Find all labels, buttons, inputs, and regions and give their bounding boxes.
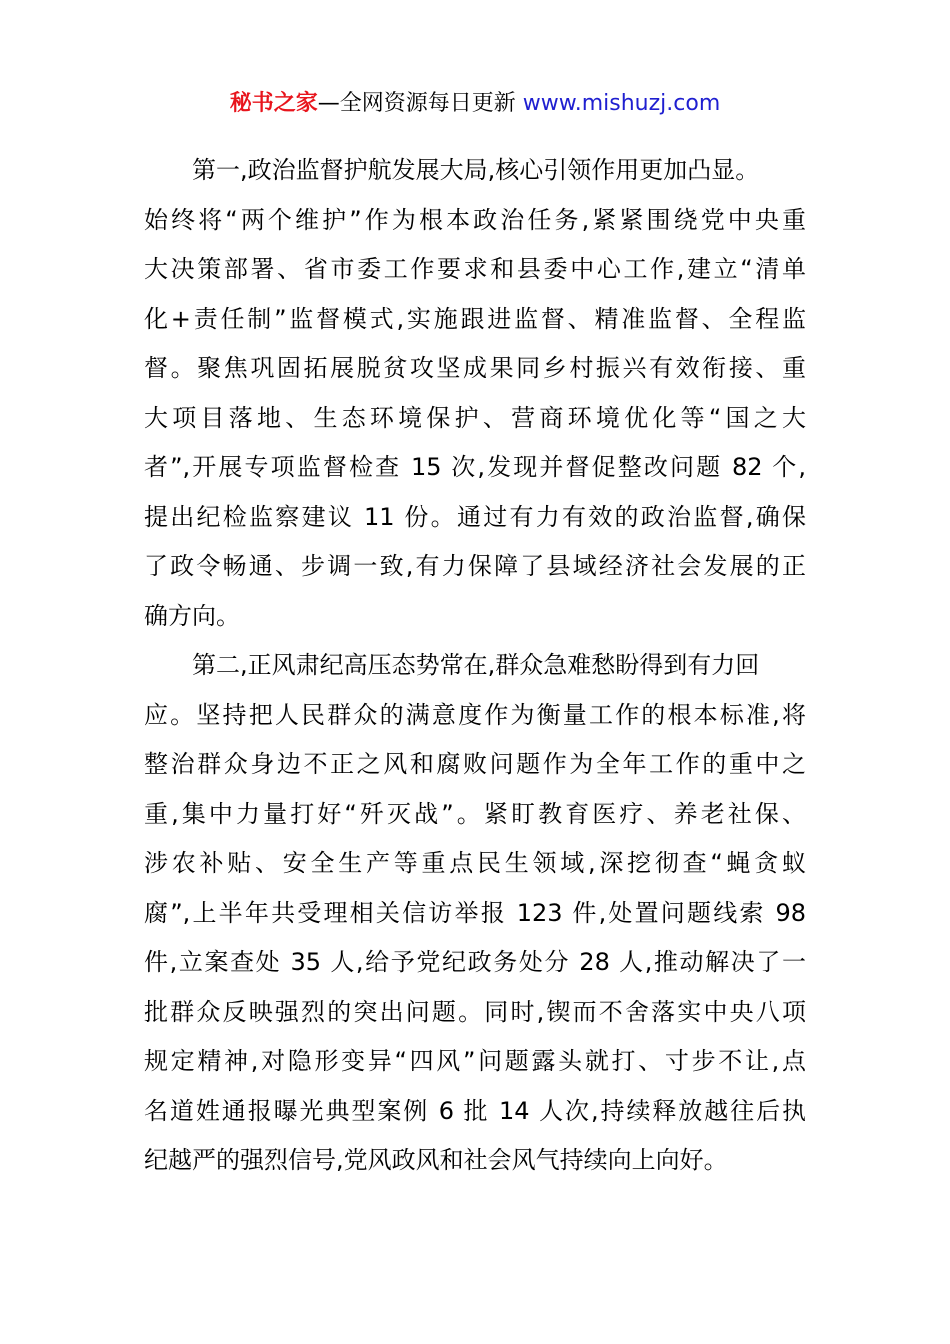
paragraph-1-line-8: 提出纪检监察建议 11 份。通过有力有效的政治监督,确保 (144, 502, 806, 531)
paragraph-1-line-4: 化+责任制”监督模式,实施跟进监督、精准监督、全程监 (144, 304, 806, 333)
paragraph-1-line-3: 大决策部署、省市委工作要求和县委中心工作,建立“清单 (144, 255, 806, 283)
paragraph-2-line-10: 名道姓通报曝光典型案例 6 批 14 人次,持续释放越往后执 (144, 1096, 806, 1125)
paragraph-1-line-2: 始终将“两个维护”作为根本政治任务,紧紧围绕党中央重 (144, 205, 806, 234)
paragraph-1-line-9: 了政令畅通、步调一致,有力保障了县域经济社会发展的正 (144, 552, 806, 580)
paragraph-2-line-6: 腐”,上半年共受理相关信访举报 123 件,处置问题线索 98 (144, 898, 806, 927)
header-tagline: —全网资源每日更新 (317, 91, 516, 116)
paragraph-1-line-5: 督。聚焦巩固拓展脱贫攻坚成果同乡村振兴有效衔接、重 (144, 354, 806, 382)
brand-name: 秘书之家 (229, 91, 318, 116)
paragraph-2-line-7: 件,立案查处 35 人,给予党纪政务处分 28 人,推动解决了一 (144, 948, 806, 976)
paragraph-2-line-3: 整治群众身边不正之风和腐败问题作为全年工作的重中之 (144, 750, 806, 778)
paragraph-2-line-8: 批群众反映强烈的突出问题。同时,锲而不舍落实中央八项 (144, 997, 806, 1026)
paragraph-1-line-1: 第一,政治监督护航发展大局,核心引领作用更加凸显。 (192, 156, 760, 184)
paragraph-1-line-10: 确方向。 (144, 601, 240, 630)
paragraph-1-line-6: 大项目落地、生态环境保护、营商环境优化等“国之大 (144, 403, 806, 432)
paragraph-2-line-1: 第二,正风肃纪高压态势常在,群众急难愁盼得到有力回 (192, 651, 760, 679)
paragraph-2-line-9: 规定精神,对隐形变异“四风”问题露头就打、寸步不让,点 (144, 1047, 806, 1075)
site-header (0, 88, 950, 120)
document-body (144, 146, 806, 1186)
paragraph-2-line-4: 重,集中力量打好“歼灭战”。紧盯教育医疗、养老社保、 (144, 799, 806, 828)
paragraph-2-line-11: 纪越严的强烈信号,党风政风和社会风气持续向上向好。 (144, 1146, 728, 1174)
paragraph-2-line-5: 涉农补贴、安全生产等重点民生领域,深挖彻查“蝇贪蚁 (144, 849, 806, 877)
site-url-link[interactable]: www.mishuzj.com (522, 91, 721, 116)
paragraph-1-line-7: 者”,开展专项监督检查 15 次,发现并督促整改问题 82 个, (144, 453, 806, 481)
paragraph-2-line-2: 应。坚持把人民群众的满意度作为衡量工作的根本标准,将 (144, 700, 806, 729)
